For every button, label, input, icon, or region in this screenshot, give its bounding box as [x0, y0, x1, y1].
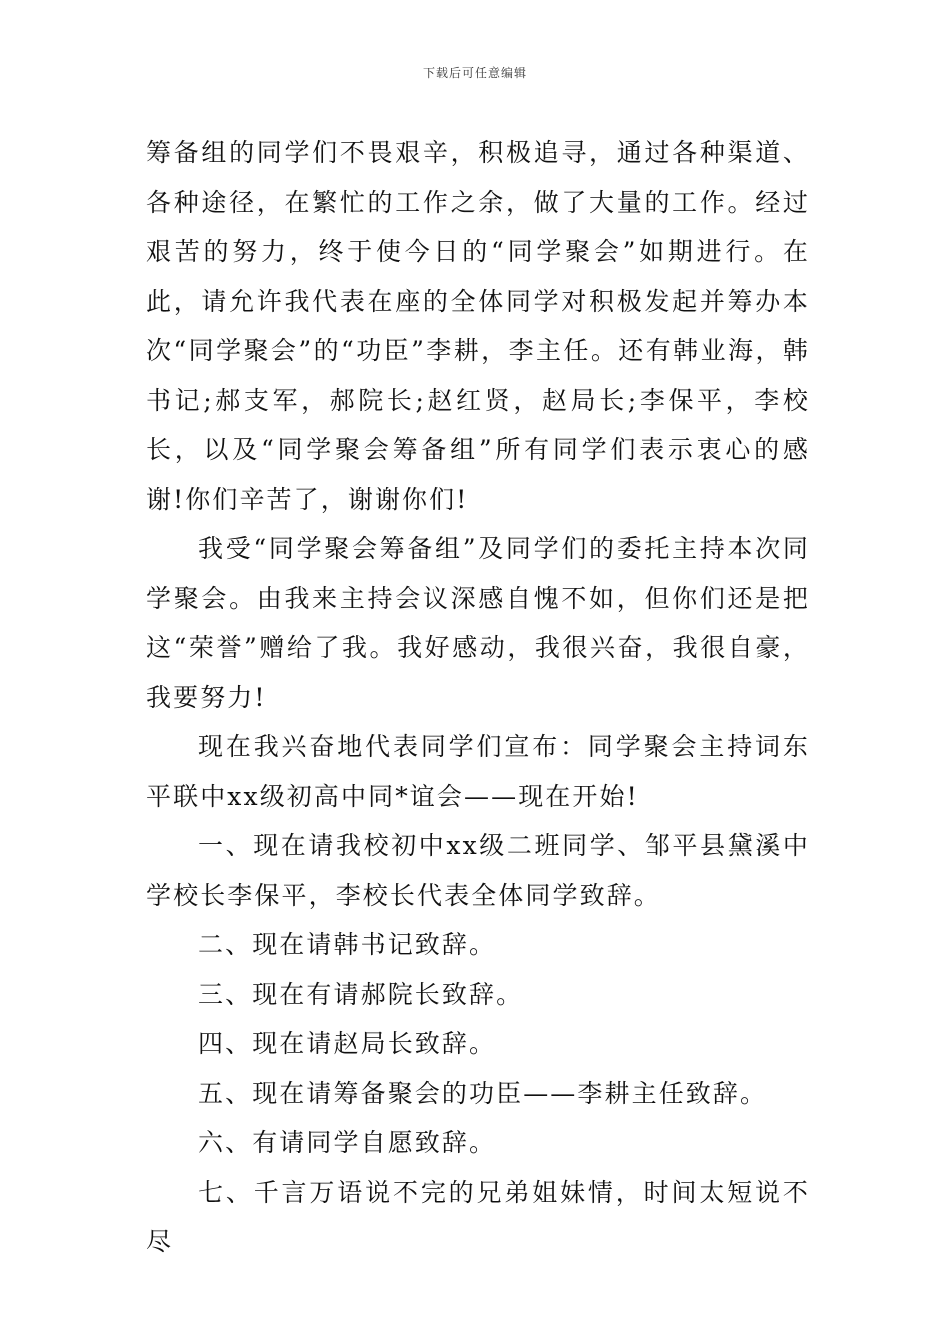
agenda-item-1: 一、现在请我校初中xx级二班同学、邹平县黛溪中学校长李保平，李校长代表全体同学致辞。 — [146, 831, 810, 910]
agenda-item-5: 五、现在请筹备聚会的功臣——李耕主任致辞。 — [198, 1078, 768, 1108]
agenda-item-4: 四、现在请赵局长致辞。 — [198, 1029, 497, 1058]
paragraph-opening-announcement: 现在我兴奋地代表同学们宣布：同学聚会主持词东平联中xx级初高中同*谊会——现在开始! — [146, 732, 810, 811]
paragraph-host-intro: 我受“同学聚会筹备组”及同学们的委托主持本次同学聚会。由我来主持会议深感自愧不如，但你们还是把这“荣誉”赠给了我。我好感动，我很兴奋，我很自豪，我要努力! — [146, 534, 810, 712]
agenda-item-7: 七、千言万语说不完的兄弟姐妹情，时间太短说不尽 — [146, 1177, 810, 1256]
paragraph-acknowledgements: 筹备组的同学们不畏艰辛，积极追寻，通过各种渠道、各种途径，在繁忙的工作之余，做了大量的工作。经过艰苦的努力，终于使今日的“同学聚会”如期进行。在此，请允许我代表在座的全体同学对积极发起并筹办本次“同学聚会”的“功臣”李耕，李主任。还有韩业海，韩书记;郝支军，郝院长;赵红贤，赵局长;李保平，李校长，以及“同学聚会筹备组”所有同学们表示衷心的感谢!你们辛苦了，谢谢你们! — [146, 138, 810, 514]
agenda-item-6: 六、有请同学自愿致辞。 — [198, 1128, 497, 1157]
agenda-item-3: 三、现在有请郝院长致辞。 — [198, 979, 524, 1009]
agenda-item-2: 二、现在请韩书记致辞。 — [198, 930, 497, 959]
document-body — [146, 128, 810, 1267]
page-header-note: 下载后可任意编辑 — [422, 66, 527, 80]
